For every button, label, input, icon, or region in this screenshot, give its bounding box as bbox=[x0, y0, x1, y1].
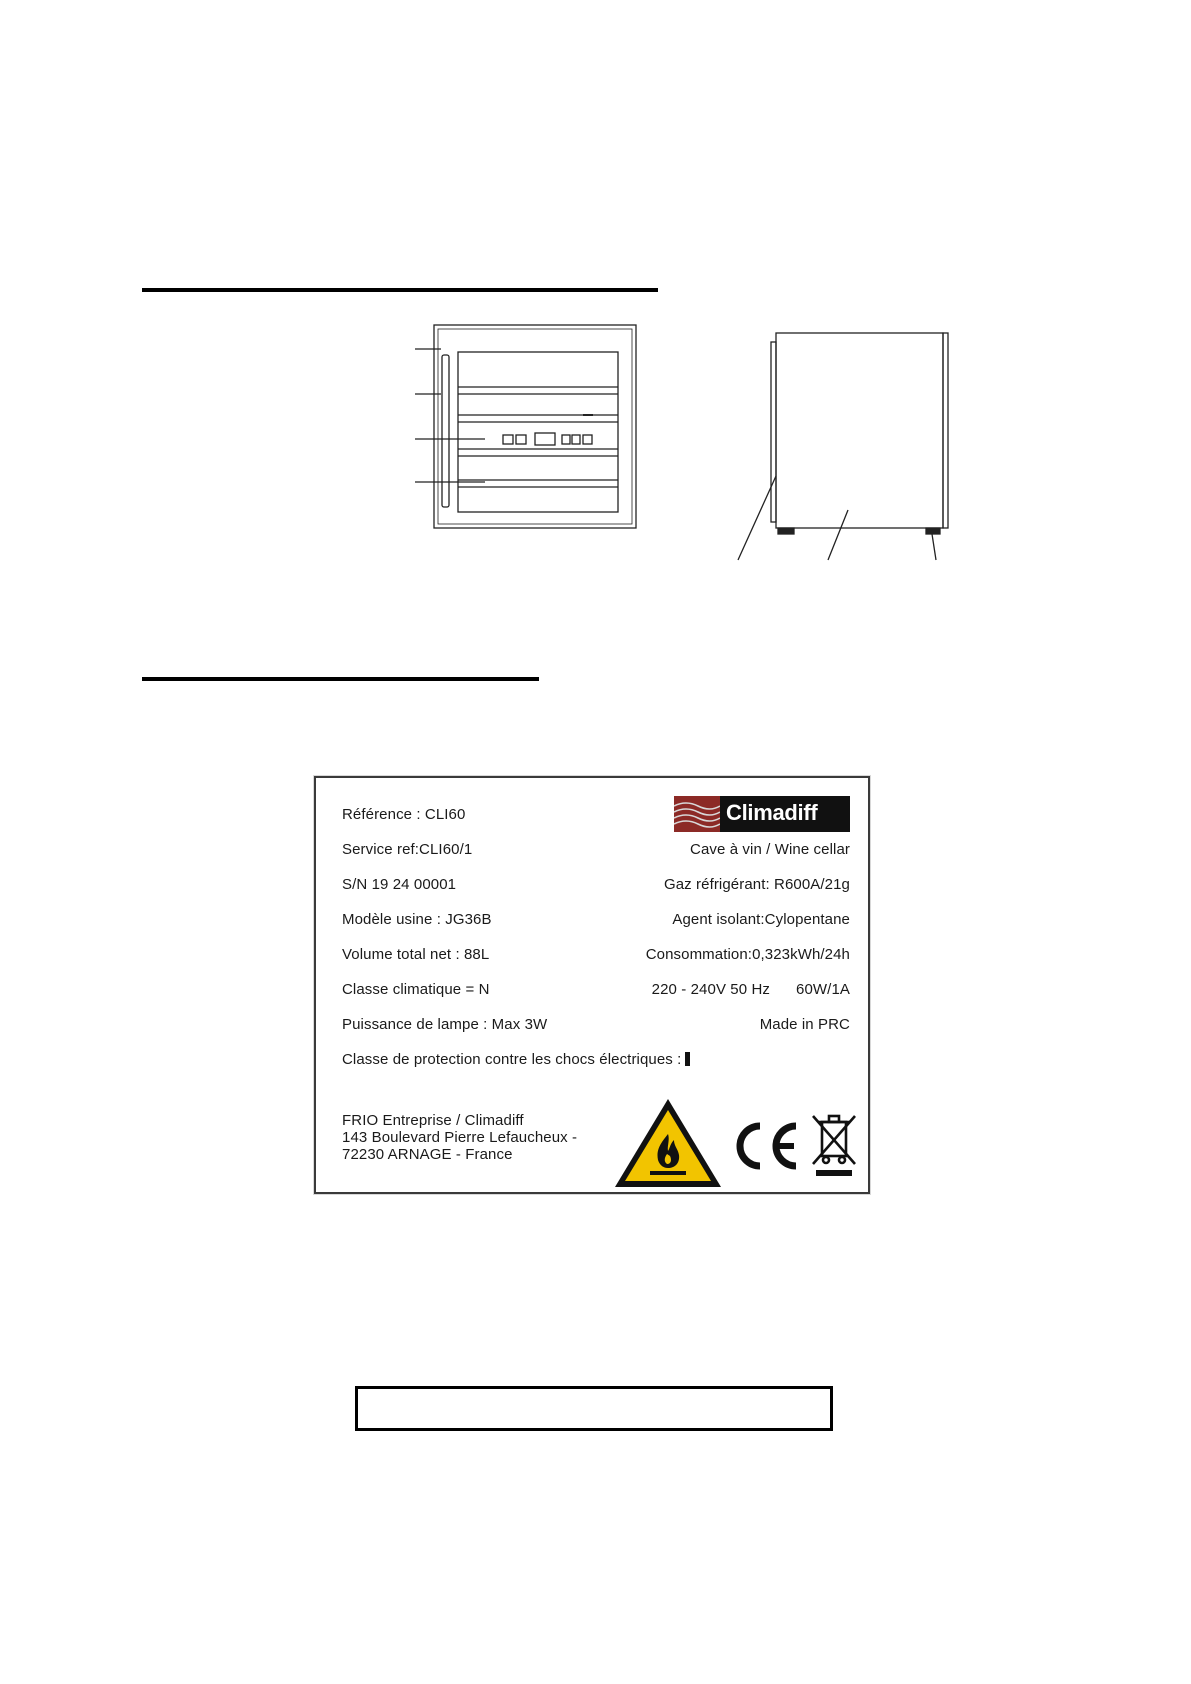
logo-swirl-icon bbox=[674, 796, 720, 832]
address-line: 143 Boulevard Pierre Lefaucheux - bbox=[342, 1129, 578, 1146]
section-rule-top bbox=[142, 288, 658, 292]
consumption-text: Consommation:0,323kWh/24h bbox=[645, 946, 850, 963]
manufacturer-address bbox=[342, 1112, 577, 1163]
front-view-diagram bbox=[415, 325, 645, 540]
weee-crossed-bin-icon bbox=[810, 1108, 858, 1180]
protection-class-mark-icon bbox=[685, 1052, 690, 1066]
empty-framed-box bbox=[355, 1386, 833, 1431]
climadiff-logo bbox=[674, 796, 850, 832]
power-text: 60W/1A bbox=[796, 981, 850, 998]
logo-brand-box bbox=[720, 796, 850, 832]
address-line: FRIO Entreprise / Climadiff bbox=[342, 1112, 524, 1129]
serial-number-text: S/N 19 24 00001 bbox=[342, 876, 457, 893]
service-ref-text: Service ref:CLI60/1 bbox=[342, 841, 473, 858]
factory-model-text: Modèle usine : JG36B bbox=[342, 911, 492, 928]
ce-mark-icon bbox=[728, 1114, 800, 1178]
logo-brand-text: Climadiff bbox=[726, 800, 818, 825]
address-line: 72230 ARNAGE - France bbox=[342, 1146, 513, 1163]
voltage-text: 220 - 240V 50 Hz bbox=[651, 981, 770, 998]
lamp-power-text: Puissance de lampe : Max 3W bbox=[342, 1016, 548, 1033]
insulating-agent-text: Agent isolant:Cylopentane bbox=[672, 911, 850, 928]
product-type-text: Cave à vin / Wine cellar bbox=[690, 841, 850, 858]
section-rule-bottom bbox=[142, 677, 539, 681]
side-view-diagram bbox=[720, 330, 960, 565]
net-volume-text: Volume total net : 88L bbox=[342, 946, 490, 963]
rating-plate bbox=[314, 776, 870, 1194]
climate-class-text: Classe climatique = N bbox=[342, 981, 490, 998]
flammable-warning-icon bbox=[612, 1096, 724, 1190]
protection-class-line bbox=[342, 1051, 690, 1068]
protection-class-text: Classe de protection contre les chocs électriques : bbox=[342, 1051, 682, 1068]
reference-text: Référence : CLI60 bbox=[342, 806, 466, 823]
refrigerant-gas-text: Gaz réfrigérant: R600A/21g bbox=[663, 876, 850, 893]
origin-text: Made in PRC bbox=[759, 1016, 850, 1033]
